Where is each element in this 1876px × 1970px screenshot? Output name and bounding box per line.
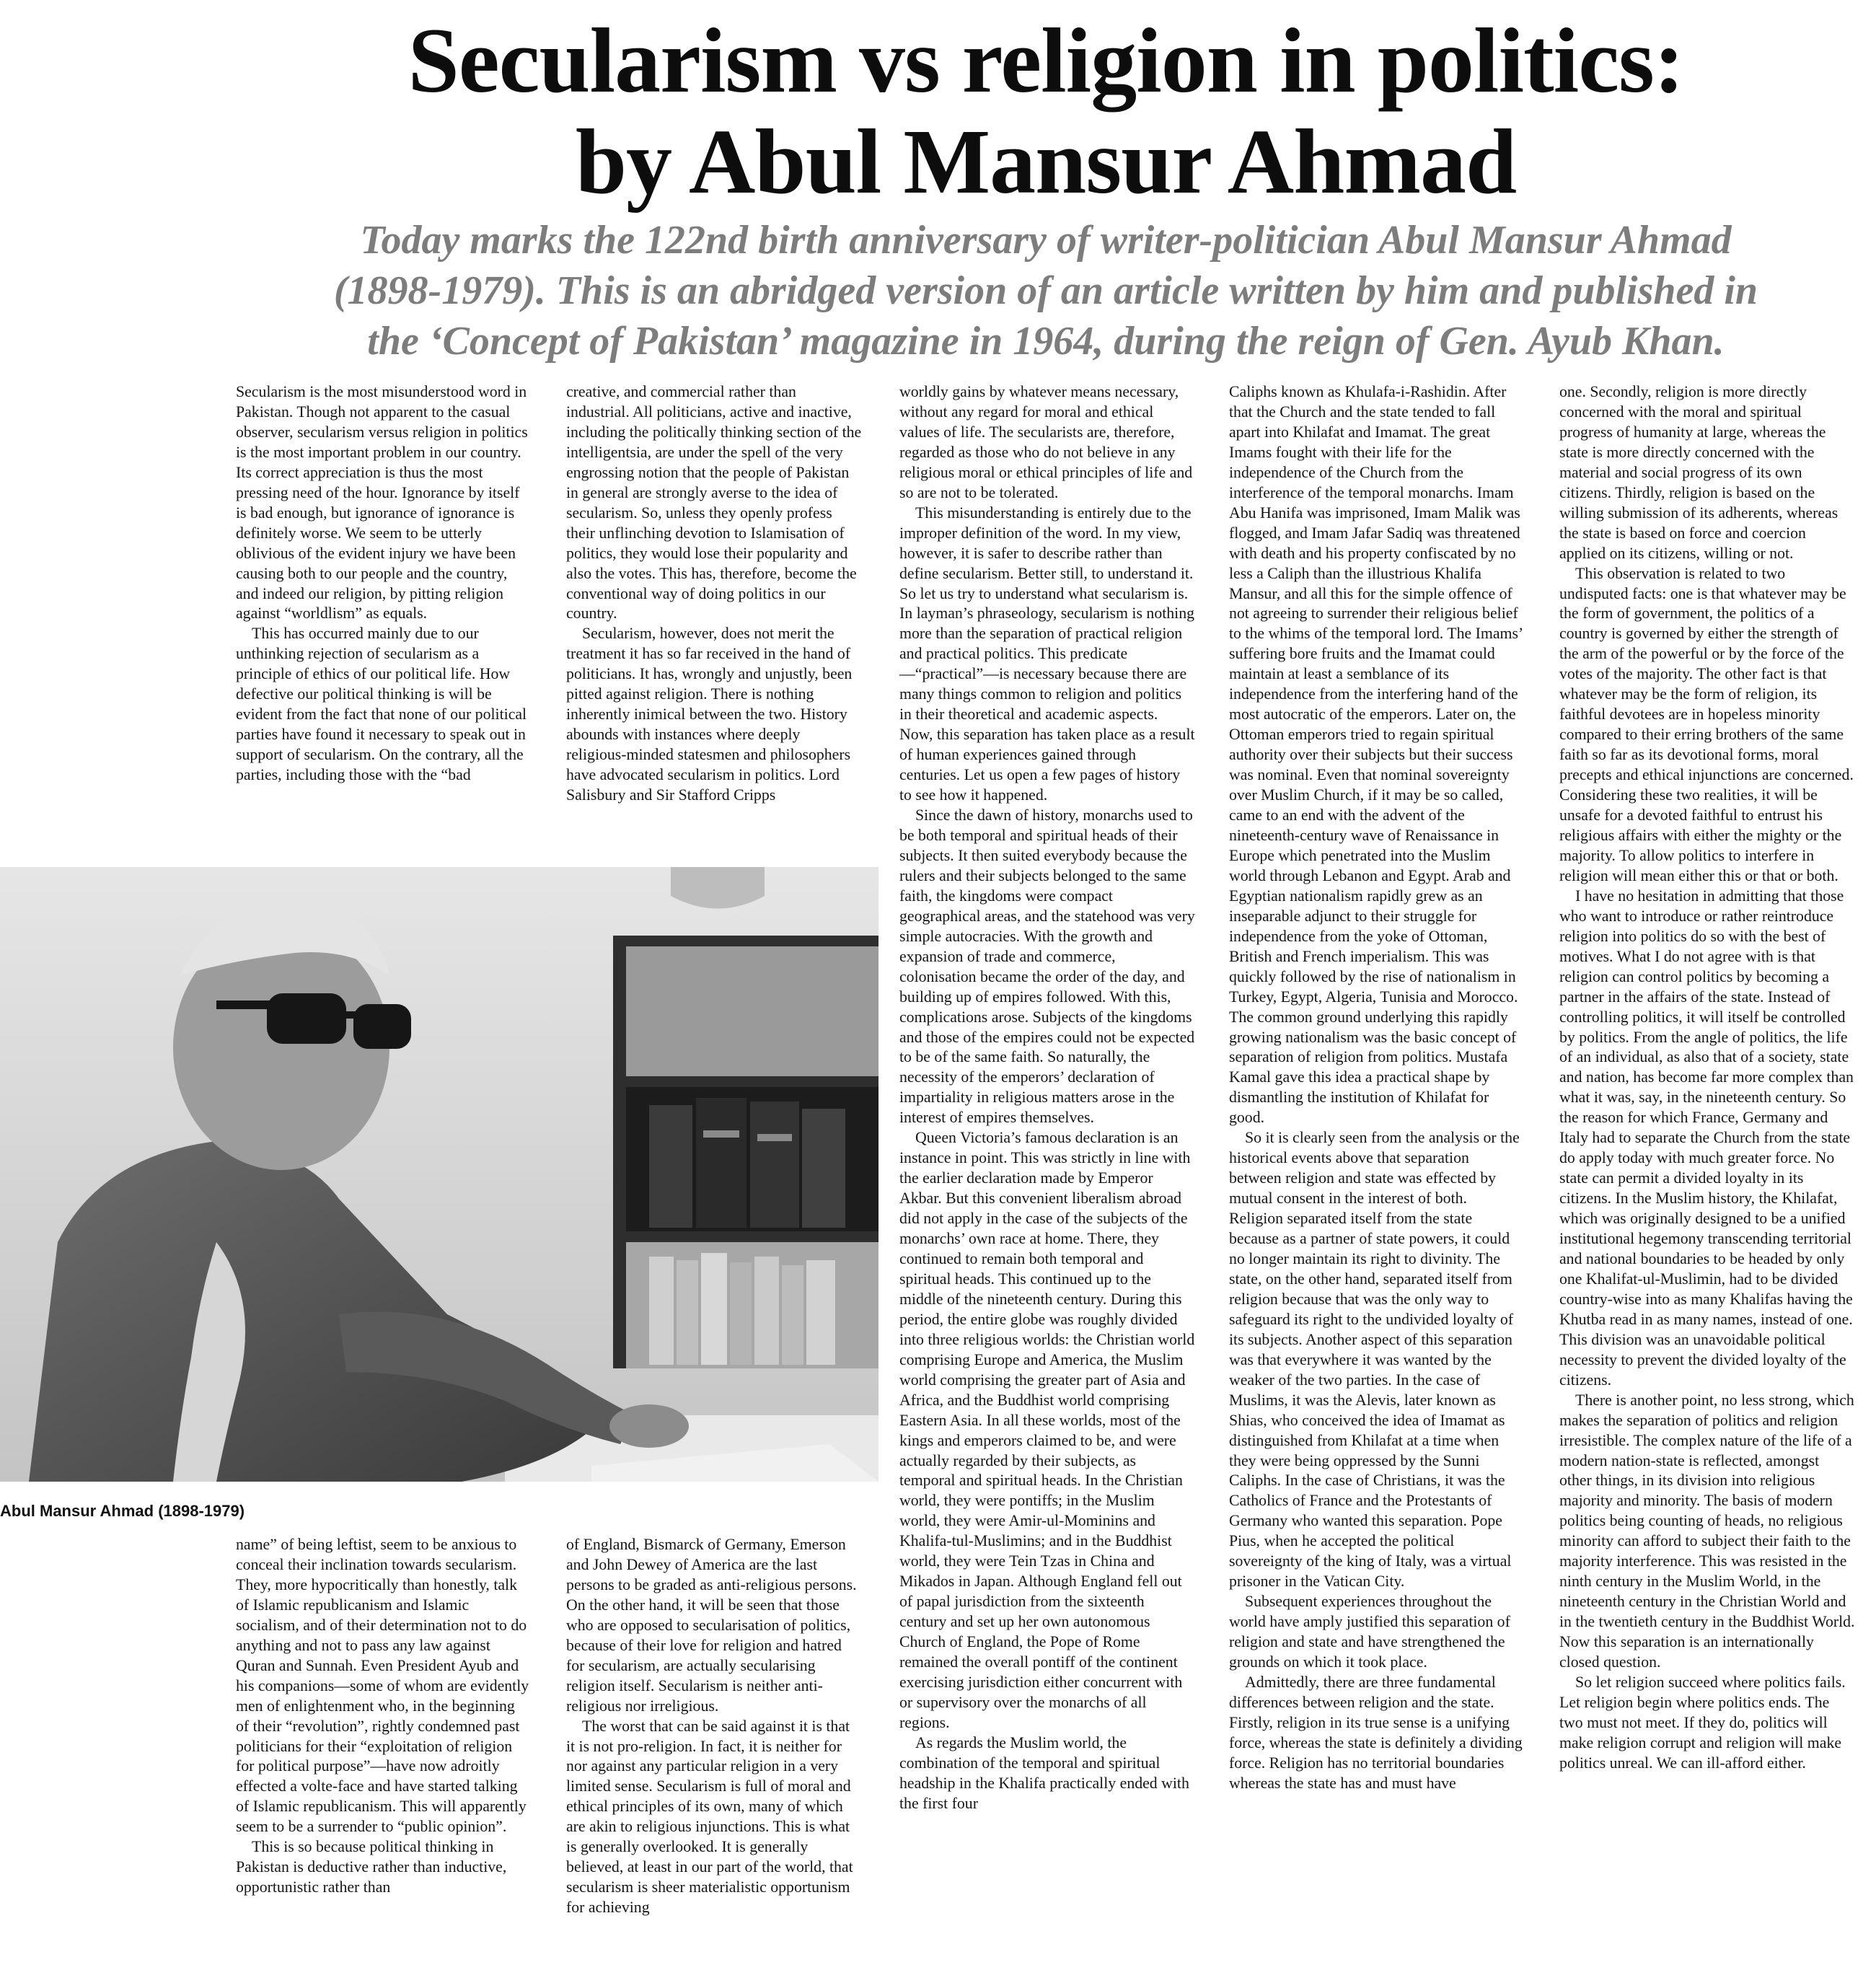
standfirst-line-2: (1898-1979). This is an abridged version of an article written by him and published in (333, 268, 1758, 313)
column-1-bottom (236, 1535, 532, 1898)
paragraph: Queen Victoria’s famous declaration is an instance in point. This was strictly in line with the earlier declaration made by Emperor Akbar. But this convenient liberalism abroad did not apply in the case of the subjects of the monarchs’ own race at home. There, they continued to remain both temporal and spiritual heads. This continued up to the middle of the nineteenth century. During this period, the entire globe was roughly divided into three religious worlds: the Christian world comprising Europe and America, the Muslim world comprising the greater part of Asia and Africa, and the Buddhist world comprising Eastern Asia. In all these worlds, most of the kings and emperors claimed to be, and were actually regarded by their subjects, as temporal and spiritual heads. In the Christian world, they were pontiffs; in the Muslim world, they were Amir-ul-Mominins and Khalifa-tul-Muslimins; and in the Buddhist world, they were Tein Tzas in China and Mikados in Japan. Although England fell out of papal jurisdiction from the sixteenth century and set up her own autonomous Church of England, the Pope of Rome remained the overall pontiff of the continent exercising jurisdiction either concurrent with or supervisory over the monarchs of all regions. (899, 1129, 1195, 1731)
paragraph: I have no hesitation in admitting that those who want to introduce or rather reintroduce religion into politics do so with the best of motives. What I do not agree with is that religion can control politics by becoming a partner in the affairs of the state. Instead of controlling politics, it will itself be controlled by politics. From the angle of politics, the life of an individual, as also that of a society, state and nation, has become far more complex than what it was, say, in the nineteenth century. So the reason for which France, Germany and Italy had to separate the Church from the state do apply today with much greater force. No state can permit a divided loyalty in its citizens. In the Muslim history, the Khilafat, which was originally designed to be a unified institutional hegemony transcending territorial and national boundaries to be headed by only one Khalifat-ul-Muslimin, had to be divided country-wise into as many Khalifas having the Khutba read in as many names, instead of one. This division was an unavoidable political necessity to prevent the divided loyalty of the citizens. (1559, 887, 1854, 1389)
headline-line-2: by Abul Mansur Ahmad (575, 110, 1517, 213)
author-photo (0, 867, 878, 1482)
paragraph: one. Secondly, religion is more directly concerned with the moral and spiritual progress of humanity at large, whereas the state is more directly concerned with the material and social progress of its own citizens. Thirdly, religion is based on the willing submission of its adherents, whereas the state is based on force and coercion applied on its citizens, willing or not. (1559, 383, 1838, 562)
paragraph: This has occurred mainly due to our unthinking rejection of secularism as a principle of ethics of our political life. How defective our political thinking is will be evident from the fact that none of our political parties have found it necessary to speak out in support of secularism. On the contrary, all the parties, including those with the “bad (236, 625, 527, 784)
paragraph: So let religion succeed where politics fails. Let religion begin where politics ends. The two must not meet. If they do, politics will make religion corrupt and religion will make politics unreal. We can ill-afford either. (1559, 1674, 1846, 1772)
author-photo-illustration (0, 867, 878, 1482)
paragraph: This is so because political thinking in Pakistan is deductive rather than inductive, opportunistic rather than (236, 1838, 507, 1896)
paragraph: worldly gains by whatever means necessary, without any regard for moral and ethical values of life. The secularists are, therefore, regarded as those who do not believe in any religious moral or ethical principles of life and so are not to be tolerated. (899, 383, 1193, 501)
paragraph: The worst that can be said against it is that it is not pro-religion. In fact, it is neither for nor against any particular religion in a very limited sense. Secularism is full of moral and ethical principles of its own, many of which are akin to religious injunctions. This is what is generally overlooked. It is generally believed, at least in our part of the world, that secularism is sheer materialistic opportunism for achieving (566, 1717, 853, 1917)
paragraph: Caliphs known as Khulafa-i-Rashidin. After that the Church and the state tended to fall apart into Khilafat and Imamat. The great Imams fought with their life for the independence of the Church from the interference of the temporal monarchs. Imam Abu Hanifa was imprisoned, Imam Malik was flogged, and Imam Jafar Sadiq was threatened with death and his property confiscated by no less a Caliph than the illustrious Khalifa Mansur, and all this for the simple offence of not agreeing to surrender their religious belief to the whims of the temporal lord. The Imams’ suffering bore fruits and the Imamat could maintain at least a semblance of its independence from the interfering hand of the most autocratic of the emperors. Later on, the Ottoman emperors tried to regain spiritual authority over their subjects but their success was nominal. Even that nominal sovereignty over Muslim Church, if it may be so called, came to an end with the advent of the nineteenth-century wave of Renaissance in Europe which penetrated into the Muslim world through Lebanon and Egypt. Arab and Egyptian nationalism rapidly grew as an inseparable adjunct to their struggle for independence from the yoke of Ottoman, British and French imperialism. This was quickly followed by the rise of nationalism in Turkey, Egypt, Algeria, Tunisia and Morocco. The common ground underlying this rapidly growing nationalism was the basic concept of separation of religion from politics. Mustafa Kamal gave this idea a practical shape by dismantling the institution of Khilafat for good. (1229, 383, 1523, 1127)
paragraph: Admittedly, there are three fundamental differences between religion and the state. Firstly, religion in its true sense is a unifying force, whereas the state is definitely a dividing force. Religion has no territorial boundaries whereas the state has and must have (1229, 1674, 1523, 1792)
paragraph: Secularism is the most misunderstood word in Pakistan. Though not apparent to the casual observer, secularism versus religion in politics is the most important problem in our country. Its correct appreciation is thus the most pressing need of the hour. Ignorance by itself is bad enough, but ignorance of ignorance is definitely worse. We seem to be utterly oblivious of the evident injury we have been causing both to our people and the country, and indeed our religion, by pitting religion against “worldlism” as equals. (236, 383, 528, 623)
column-1-top (236, 382, 532, 786)
column-2-bottom (566, 1535, 862, 1918)
standfirst (216, 215, 1875, 366)
column-4 (1229, 382, 1525, 1794)
paragraph: So it is clearly seen from the analysis or the historical events above that separation between religion and state was effected by mutual consent in the interest of both. Religion separated itself from the state because as a partner of state powers, it could no longer maintain its right to divinity. The state, on the other hand, separated itself from religion because that was the only way to safeguard its right to the undivided loyalty of its subjects. Another aspect of this separation was that everywhere it was wanted by the weaker of the two parties. In the case of Muslims, it was the Alevis, later known as Shias, who conceived the idea of Imamat as distinguished from Khilafat at a time when they were being oppressed by the Sunni Caliphs. In the case of Christians, it was the Catholics of France and the Protestants of Germany who wanted this separation. Pope Pius, when he accepted the political sovereignty of the king of Italy, was a virtual prisoner in the Vatican City. (1229, 1129, 1520, 1591)
photo-caption: Abul Mansur Ahmad (1898-1979) (0, 1502, 245, 1520)
headline-line-1: Secularism vs religion in politics: (408, 9, 1684, 112)
paragraph: of England, Bismarck of Germany, Emerson and John Dewey of America are the last persons to be graded as anti-religious persons. On the other hand, it will be seen that those who are opposed to secularisation of politics, because of their love for religion and hatred for secularism, are actually secularising religion itself. Secularism is neither anti-religious nor irreligious. (566, 1536, 857, 1715)
paragraph: There is another point, no less strong, which makes the separation of politics and religion irresistible. The complex nature of the life of a modern nation-state is reflected, amongst other things, in its division into religious majority and minority. The basis of modern politics being counting of heads, no religious minority can afford to subject their faith to the majority interference. This was resisted in the ninth century in the Muslim World, in the nineteenth century in the Christian World and in the twentieth century in the Buddhist World. Now this separation is an internationally closed question. (1559, 1391, 1855, 1671)
paragraph: Subsequent experiences throughout the world have amply justified this separation of religion and state and have strengthened the grounds on which it took place. (1229, 1593, 1510, 1671)
paragraph: Secularism, however, does not merit the treatment it has so far received in the hand of politicians. It has, wrongly and unjustly, been pitted against religion. There is nothing inherently inimical between the two. History abounds with instances where deeply religious-minded statesmen and philosophers have advocated secularism in politics. Lord Salisbury and Sir Stafford Cripps (566, 625, 853, 804)
paragraph: name” of being leftist, seem to be anxious to conceal their inclination towards secularism. They, more hypocritically than honestly, talk of Islamic republicanism and Islamic socialism, and of their determination not to do anything and not to pass any law against Quran and Sunnah. Even President Ayub and his companions—some of whom are evidently men of enlightenment who, in the beginning of their “revolution”, rightly condemned past politicians for their “exploitation of religion for political purpose”—have now adroitly effected a volte-face and have started talking of Islamic republicanism. This will apparently seem to be a surrender to “public opinion”. (236, 1536, 529, 1836)
paragraph: creative, and commercial rather than industrial. All politicians, active and inactive, including the politically thinking section of the intelligentsia, are under the spell of the very engrossing notion that the people of Pakistan in general are strongly averse to the idea of secularism. So, unless they openly profess their unflinching devotion to Islamisation of politics, they would lose their popularity and also the votes. This has, therefore, become the conventional way of doing politics in our country. (566, 383, 862, 623)
headline (216, 10, 1875, 212)
paragraph: This misunderstanding is entirely due to the improper definition of the word. In my view, however, it is safer to describe rather than define secularism. Better still, to understand it. So let us try to understand what secularism is. In layman’s phraseology, secularism is nothing more than the separation of practical religion and practical politics. This predicate—“practical”—is necessary because there are many things common to religion and politics in their theoretical and academic aspects. Now, this separation has taken place as a result of human experiences gained through centuries. Let us open a few pages of history to see how it happened. (899, 504, 1195, 804)
column-2-top (566, 382, 862, 806)
paragraph: Since the dawn of history, monarchs used to be both temporal and spiritual heads of their subjects. It then suited everybody because the rulers and their subjects belonged to the same faith, the kingdoms were compact geographical areas, and the statehood was very simple autocracies. With the growth and expansion of trade and commerce, colonisation became the order of the day, and building up of empires followed. With this, complications arose. Subjects of the kingdoms and those of the empires could not be expected to be of the same faith. So naturally, the necessity of the emperors’ declaration of impartiality in religious matters arose in the interest of empires themselves. (899, 806, 1195, 1127)
standfirst-line-3: the ‘Concept of Pakistan’ magazine in 1964, during the reign of Gen. Ayub Khan. (367, 319, 1725, 364)
paragraph: As regards the Muslim world, the combination of the temporal and spiritual headship in the Khalifa practically ended with the first four (899, 1733, 1189, 1812)
column-5 (1559, 382, 1855, 1774)
paragraph: This observation is related to two undisputed facts: one is that whatever may be the form of government, the politics of a country is governed by either the strength of the arm of the powerful or by the force of the votes of the majority. The other fact is that whatever may be the form of religion, its faithful devotees are in hopeless minority compared to their erring brothers of the same faith so far as its devotional forms, moral precepts and ethical injunctions are concerned. Considering these two realities, it will be unsafe for a devoted faithful to entrust his religious affairs with either the mighty or the majority. To allow politics to interfere in religion will mean either this or that or both. (1559, 564, 1854, 884)
column-3 (899, 382, 1195, 1814)
standfirst-line-1: Today marks the 122nd birth anniversary of writer-politician Abul Mansur Ahmad (360, 218, 1732, 263)
